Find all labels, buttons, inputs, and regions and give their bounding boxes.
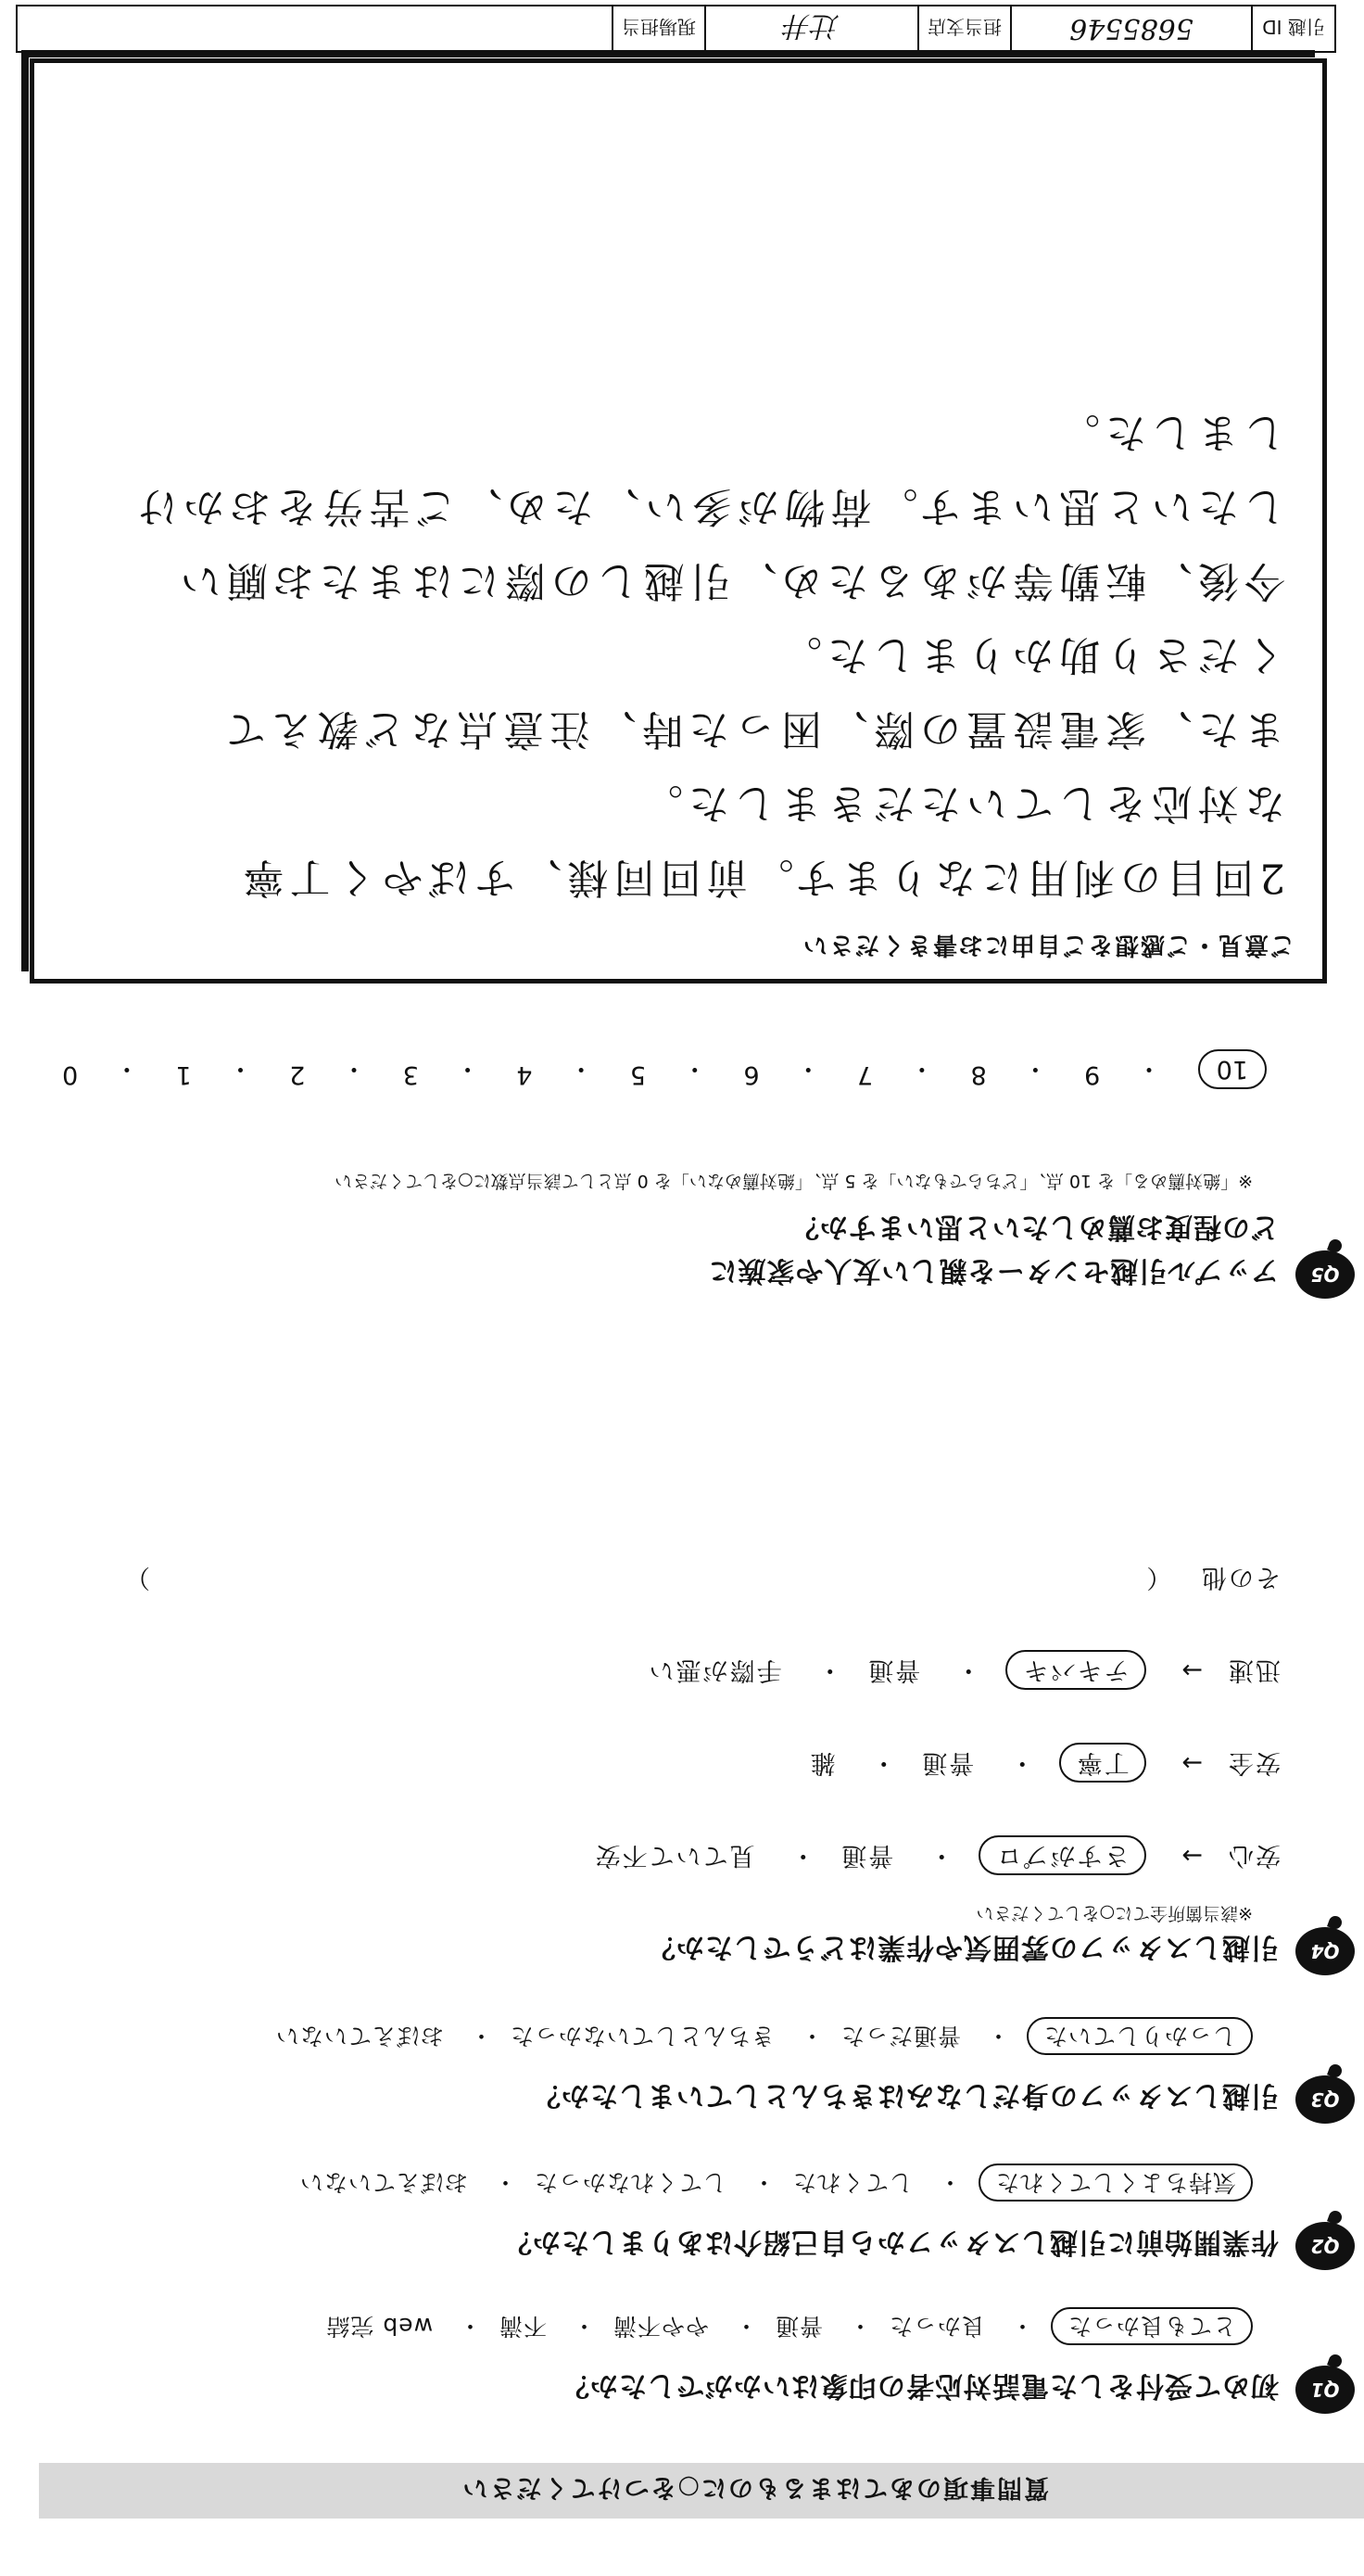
q2-options: 気持ちよくしてくれた・ してくれた・ してくれなかった・ おぼえていない (299, 2167, 1253, 2201)
comments-box[interactable] (30, 58, 1327, 983)
q4-row-0-option-2[interactable]: 見ていて不安 (593, 1841, 755, 1870)
q5-scale-0[interactable]: 0 (62, 1060, 79, 1089)
q5-scale-1[interactable]: 1 (175, 1060, 192, 1089)
q4-row-0-option-1[interactable]: 普通 (840, 1841, 894, 1870)
q1-option-5[interactable]: web 完結 (325, 2313, 434, 2340)
comment-line: な対応をしていただきました。 (637, 780, 1285, 827)
q4-row-relief: 安心→ さすがプロ・ 普通・ 見ていて不安 (594, 1840, 1281, 1876)
comments-title: ご意見・ご感想をご自由にお書きください (801, 931, 1295, 958)
q5-scale-9[interactable]: 9 (1084, 1060, 1101, 1089)
q5-scale-4[interactable]: 4 (516, 1060, 533, 1089)
q3-option-0[interactable]: しっかりしていた (1027, 2017, 1253, 2055)
q2-badge: Q2 (1295, 2222, 1355, 2270)
comment-line: また、家電設置の際、困った時、注意点など教えて (220, 705, 1285, 753)
q1-option-3[interactable]: やや不満 (613, 2313, 710, 2340)
q5-scale-6[interactable]: 6 (743, 1060, 760, 1089)
q4-question: 引越しスタッフの雰囲気や作業はどうでしたか？ (647, 1931, 1279, 1963)
q5-scale-10[interactable]: 10 (1198, 1049, 1267, 1089)
q4-row-2-option-0[interactable]: テキパキ (1005, 1650, 1146, 1690)
q4-note: ※該当箇所全てに○をしてください (976, 1903, 1253, 1923)
branch-value: 辻井 (704, 6, 917, 51)
q3-option-1[interactable]: 普通だった (840, 2023, 962, 2049)
q4-row-safety: 安全→ 丁寧・ 普通・ 雑 (809, 1747, 1281, 1783)
q5-scale-8[interactable]: 8 (970, 1060, 987, 1089)
move-id-label: 引越 ID (1251, 6, 1334, 51)
q4-badge: Q4 (1295, 1927, 1355, 1975)
q4-other-open: （ (1144, 1563, 1172, 1592)
q4-row-other (76, 1562, 1281, 1598)
q3-option-3[interactable]: おぼえていない (275, 2023, 445, 2049)
q4-row-2-label: 迅速 (1227, 1656, 1281, 1684)
q4-row-0-option-0[interactable]: さすがプロ (979, 1835, 1146, 1875)
q5-scale: 10 ・ 9 ・ 8 ・ 7 ・ 6 ・ 5 ・ 4 ・ 3 ・ 2 ・ 1 ・ 0 (62, 1049, 1267, 1089)
q1-options: とても良かった・ 良かった・ 普通・ やや不満・ 不満・ web 完結 (325, 2311, 1253, 2344)
arrow-icon: → (1180, 1748, 1203, 1777)
q1-badge: Q1 (1295, 2366, 1355, 2414)
q4-row-1-option-1[interactable]: 普通 (920, 1748, 975, 1777)
q3-badge: Q3 (1295, 2075, 1355, 2124)
arrow-icon: → (1180, 1841, 1203, 1870)
q4-row-1-label: 安全 (1227, 1748, 1281, 1777)
q4-other-label: その他 (1200, 1563, 1281, 1592)
comment-line: しました。 (1054, 409, 1285, 456)
instructions-header: 質問事項のあてはまるものに○をつけてください (39, 2463, 1364, 2519)
q5-question-line1: アップル引越センターを親しい友人や家族に (708, 1254, 1279, 1287)
move-id-value: 5685546 (1010, 6, 1251, 51)
q1-option-1[interactable]: 良かった (889, 2313, 986, 2340)
q3-option-2[interactable]: きちんとしていなかった (510, 2023, 776, 2049)
q4-other-close: ） (123, 1563, 150, 1592)
q1-option-2[interactable]: 普通 (775, 2313, 824, 2340)
q2-question: 作業開始前に引越しスタッフから自己紹介はありましたか？ (503, 2226, 1279, 2258)
comments-text (53, 395, 1285, 914)
q4-row-2-option-2[interactable]: 手際が悪い (647, 1656, 782, 1684)
q2-option-3[interactable]: おぼえていない (299, 2169, 469, 2196)
q5-scale-2[interactable]: 2 (289, 1060, 306, 1089)
site-manager-label: 現場担当 (612, 6, 704, 51)
branch-label: 担当支店 (917, 6, 1010, 51)
q2-option-1[interactable]: してくれた (792, 2169, 914, 2196)
q5-scale-3[interactable]: 3 (402, 1060, 419, 1089)
q5-note: ※「絶対薦める」を 10 点、「どちらでもない」を 5 点、「絶対薦めない」を 0 点として該当点数に○をしてください (335, 1171, 1253, 1191)
q4-row-0-label: 安心 (1227, 1841, 1281, 1870)
q4-row-speed: 迅速→ テキパキ・ 普通・ 手際が悪い (648, 1655, 1281, 1691)
q4-row-1-option-2[interactable]: 雑 (808, 1748, 836, 1777)
q1-question: 初めて受付をした電話対応者の印象はいかがでしたか？ (561, 2369, 1279, 2402)
q2-option-0[interactable]: 気持ちよくしてくれた (979, 2164, 1253, 2202)
q4-row-1-option-0[interactable]: 丁寧 (1059, 1743, 1146, 1783)
comment-line: 今後、転勤等があるため、引越しの際にはまたお願い (174, 557, 1285, 604)
q5-scale-5[interactable]: 5 (629, 1060, 647, 1089)
comment-line: 2回目の利用になります。前回同様、すばやく丁寧 (237, 854, 1285, 901)
q3-options: しっかりしていた・ 普通だった・ きちんとしていなかった・ おぼえていない (275, 2021, 1253, 2054)
q3-question: 引越しスタッフの身だしなみはきちんとしていましたか？ (532, 2079, 1279, 2112)
q5-badge: Q5 (1295, 1250, 1355, 1299)
q1-option-0[interactable]: とても良かった (1051, 2307, 1253, 2345)
site-manager-value (18, 6, 612, 51)
comment-line: したいと思います。荷物が多い、ため、ご苦労をおかけ (132, 483, 1285, 530)
q5-scale-7[interactable]: 7 (856, 1060, 874, 1089)
comment-line: くださり助かりました。 (776, 631, 1285, 679)
q1-option-4[interactable]: 不満 (499, 2313, 548, 2340)
q2-option-2[interactable]: してくれなかった (534, 2169, 727, 2196)
office-use-table (16, 5, 1336, 53)
q4-row-2-option-1[interactable]: 普通 (866, 1656, 921, 1684)
q5-question-line2: どの程度お薦めしたいと思いますか？ (790, 1211, 1279, 1243)
arrow-icon: → (1180, 1656, 1203, 1684)
